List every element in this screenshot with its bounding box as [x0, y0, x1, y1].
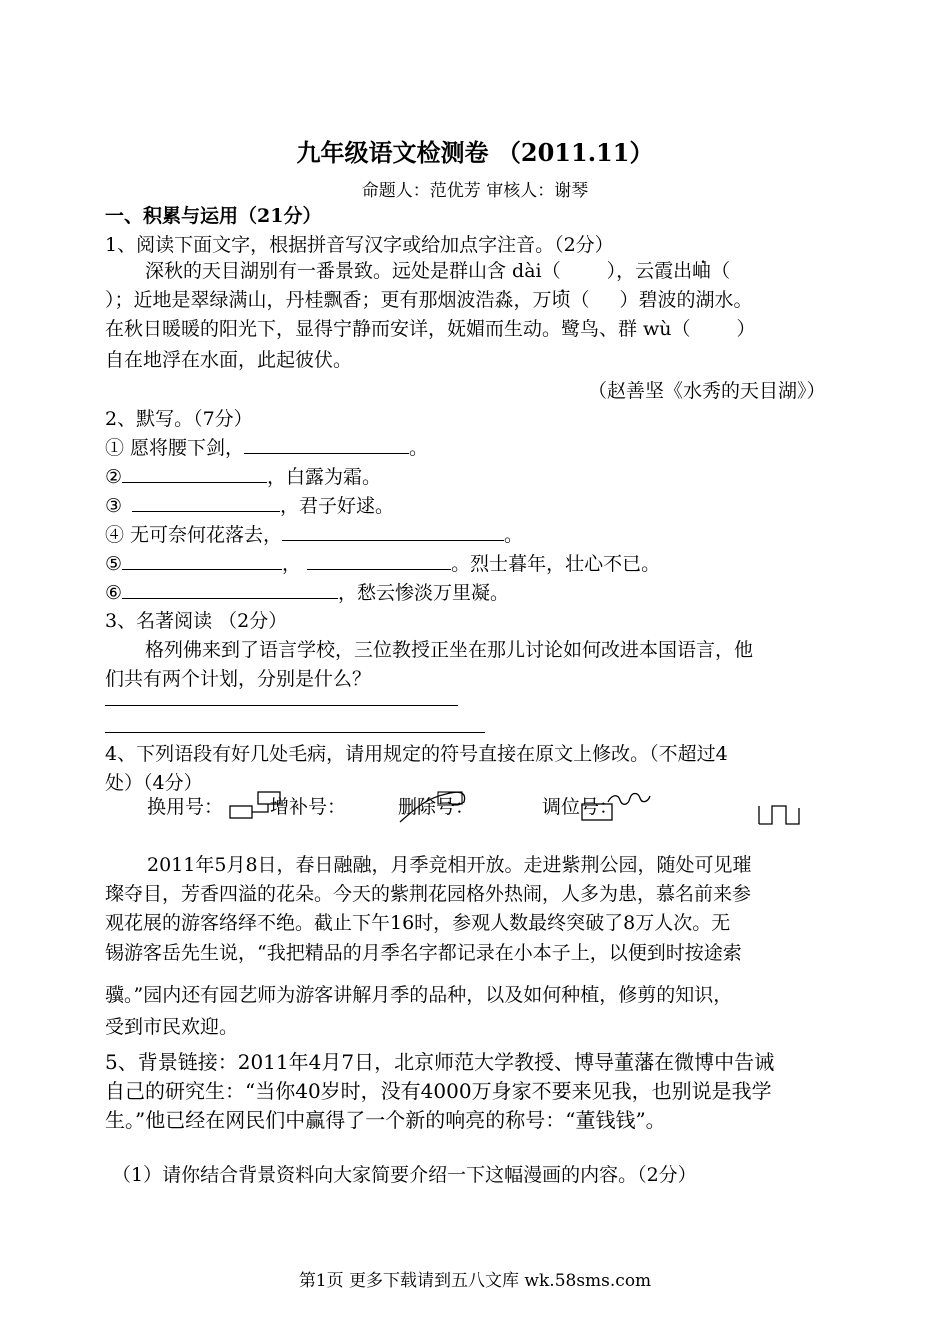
answer-blank[interactable] [122, 464, 267, 483]
question-3-prompt: 3、名著阅读 （2分） [105, 610, 288, 632]
dictation-item-5 [105, 551, 660, 577]
dictation-text: ② [105, 466, 123, 488]
answer-blank[interactable] [307, 551, 451, 570]
q1-text: （ [570, 289, 590, 311]
dictation-item-2 [105, 464, 381, 490]
delete-mark-icon [398, 786, 478, 826]
question-3-line-2: 们共有两个计划，分别是什么？ [105, 668, 372, 690]
dictation-text: ③ [105, 495, 123, 517]
dotted-char: 顷 [551, 289, 571, 311]
insert-mark-icon [756, 800, 802, 826]
question-5-line-3: 生。”他已经在网民们中赢得了一个新的响亮的称号：“董钱钱”。 [105, 1108, 666, 1132]
symbol-move-label: 调位号： [542, 796, 619, 818]
dictation-item-4 [105, 522, 523, 548]
authors-line: 命题人：范优芳 审核人：谢琴 [361, 181, 589, 201]
question-5-line-2: 自己的研究生：“当你40岁时，没有4000万身家不要来见我，也别说是我学 [105, 1079, 772, 1103]
paragraph-line-6: 受到市民欢迎。 [105, 1016, 239, 1038]
paragraph-line-5: 骥。”园内还有园艺师为游客讲解月季的品种，以及如何种植，修剪的知识， [105, 984, 733, 1006]
move-mark-icon [578, 788, 658, 824]
question-4-prompt-cont: 处）（4分） [105, 772, 203, 794]
dictation-text: ，白露为霜。 [267, 466, 382, 488]
dictation-text: 。 [409, 437, 429, 459]
q1-text: 深秋的天目湖别有一番景致。远处是群山含 dài（ [145, 260, 561, 282]
dotted-char: 岫 [692, 260, 712, 282]
page-title: 九年级语文检测卷 （2011.11） [296, 138, 654, 167]
dictation-text: ， [282, 553, 302, 575]
dictation-text: ④ 无可奈何花落去， [105, 524, 283, 546]
symbol-delete-label: 删除号： [398, 796, 475, 818]
question-1-line-1 [145, 258, 730, 284]
answer-line[interactable] [105, 705, 458, 706]
question-5-line-1: 5、背景链接：2011年4月7日，北京师范大学教授、博导董藩在微博中告诫 [105, 1050, 775, 1074]
dictation-text: ⑤ [105, 553, 123, 575]
dictation-text: ① 愿将腰下剑， [105, 437, 245, 459]
question-1-line-3 [105, 316, 756, 342]
dictation-item-3 [105, 493, 394, 519]
question-1-source: （赵善坚《水秀的天目湖》） [588, 380, 826, 402]
q1-text: ） [736, 318, 756, 340]
dictation-item-6 [105, 580, 509, 606]
question-4-prompt: 4、下列语段有好几处毛病，请用规定的符号直接在原文上修改。（不超过4 [105, 743, 728, 765]
q1-text: 在秋日暖暖的阳光下，显得宁静而安详，妩媚而生动。鹭鸟、群 wù（ [105, 318, 691, 340]
q1-text: ）；近地是翠绿满山，丹桂飘香；更有那烟波浩淼，万 [105, 289, 552, 311]
question-5-sub-1: （1）请你结合背景资料向大家简要介绍一下这幅漫画的内容。（2分） [112, 1164, 697, 1186]
question-1-prompt: 1、阅读下面文字，根据拼音写汉字或给加点字注音。（2分） [105, 234, 614, 256]
paragraph-line-3: 观花展的游客络绎不绝。截止下午16时，参观人数最终突破了8万人次。无 [105, 912, 731, 934]
symbol-replace-label: 换用号： [147, 796, 224, 818]
q1-text: ），云霞出 [606, 260, 693, 282]
answer-line[interactable] [105, 732, 485, 733]
question-1-line-4: 自在地浮在水面，此起彼伏。 [105, 349, 353, 371]
dictation-text: ，君子好逑。 [280, 495, 395, 517]
q1-text: ）碧波的湖水。 [619, 289, 753, 311]
paragraph-line-2: 璨夺目，芳香四溢的花朵。今天的紫荆花园格外热闹，人多为患，慕名前来参 [105, 883, 752, 905]
page-footer: 第1页 更多下载请到五八文库 wk.58sms.com [298, 1271, 652, 1291]
answer-blank[interactable] [282, 522, 504, 541]
dictation-text: 。 [504, 524, 524, 546]
symbol-add-label: 增补号： [270, 796, 347, 818]
answer-blank[interactable] [244, 435, 409, 454]
paragraph-line-1: 2011年5月8日，春日融融，月季竞相开放。走进紫荆公园，随处可见璀 [147, 854, 752, 876]
dictation-text: ⑥ [105, 582, 123, 604]
question-3-line-1: 格列佛来到了语言学校，三位教授正坐在那儿讨论如何改进本国语言，他 [145, 639, 754, 661]
paragraph-line-4: 锡游客岳先生说，“我把精品的月季名字都记录在小本子上，以便到时按途索 [105, 942, 742, 964]
answer-blank[interactable] [132, 493, 280, 512]
dictation-text: 。烈士暮年，壮心不已。 [451, 553, 661, 575]
answer-blank[interactable] [122, 551, 282, 570]
section-heading: 一、积累与运用（21分） [105, 205, 322, 227]
dictation-text: ，愁云惨淡万里凝。 [338, 582, 510, 604]
dictation-item-1 [105, 435, 428, 461]
question-2-prompt: 2、默写。（7分） [105, 408, 253, 430]
question-1-line-2 [105, 287, 753, 313]
q1-text: （ [711, 260, 731, 282]
answer-blank[interactable] [122, 580, 338, 599]
